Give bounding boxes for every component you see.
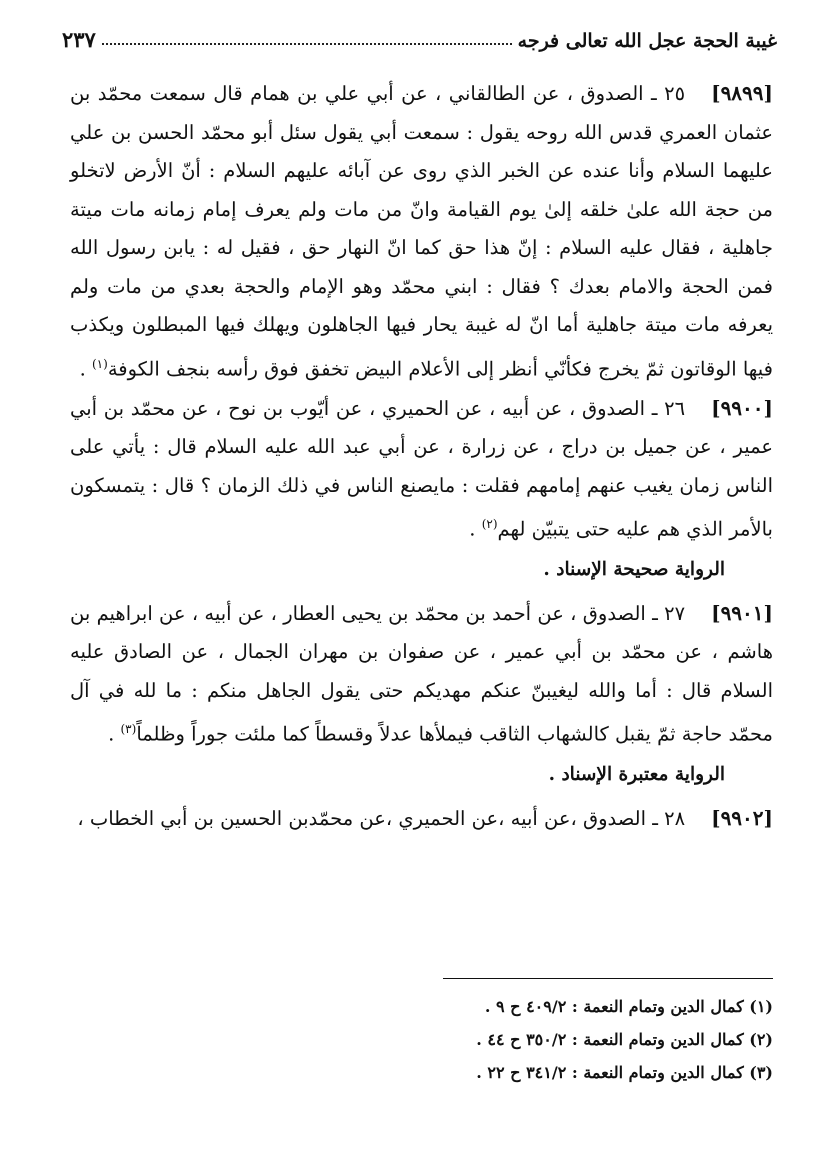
narration-9902 xyxy=(70,799,773,839)
chain-grading-note: الرواية صحيحة الإسناد . xyxy=(543,559,725,580)
narration-text: ٢٨ ـ الصدوق ،عن أبيه ،عن الحميري ،عن محمّدبن الحسين بن أبي الخطاب ، xyxy=(77,806,686,830)
header-row xyxy=(62,27,777,52)
main-text xyxy=(70,74,773,838)
narration-ref: [٩٩٠٢] xyxy=(711,805,773,830)
footnote-marker: (٢) xyxy=(481,517,498,531)
narration-ref: [٩٩٠١] xyxy=(711,600,773,625)
footnote-2: (٢) كمال الدين وتمام النعمة : ٣٥٠/٢ ح ٤٤ . xyxy=(476,1030,773,1049)
page-number: ٢٣٧ xyxy=(62,27,96,52)
narration-ref: [٩٩٠٠] xyxy=(711,395,773,420)
running-header xyxy=(62,18,777,52)
header-title: غيبة الحجة عجل الله تعالى فرجه xyxy=(517,30,777,52)
narration-text: ٢٧ ـ الصدوق ، عن أحمد بن محمّد بن يحيى العطار ، عن أبيه ، عن ابراهيم بن هاشم ، عن محمّد بن أبي عمير ، عن صفوان بن مهران الجمال ، عن الصادق عليه السلام قال : أما والله ليغيبنّ عنكم مهديكم حتى يقول الجاهل منكم : ما لله في آل محمّد حاجة ثمّ يقبل كالشهاب الثاقب فيملأها عدلاً وقسطاً كما ملئت جوراً وظلماً xyxy=(70,601,773,746)
footnote-marker: (١) xyxy=(91,356,108,371)
narration-9901: [٩٩٠١]٢٧ ـ الصدوق ، عن أحمد بن محمّد بن يحيى العطار ، عن أبيه ، عن ابراهيم بن هاشم ، عن محمّد بن أبي عمير ، عن صفوان بن مهران الجمال ، عن الصادق عليه السلام قال : أما والله ليغيبنّ عنكم مهديكم حتى يقول الجاهل منكم : ما لله في آل محمّد حاجة ثمّ يقبل كالشهاب الثاقب فيملأها عدلاً وقسطاً كما ملئت جوراً وظلماً$^{(٣)}$ . xyxy=(70,600,773,746)
footnote-3: (٣) كمال الدين وتمام النعمة : ٣٤١/٢ ح ٢٢ . xyxy=(476,1063,773,1082)
narration-9899: [٩٨٩٩]٢٥ ـ الصدوق ، عن الطالقاني ، عن أبي علي بن همام قال سمعت محمّد بن عثمان العمري قدس الله روحه يقول : سمعت أبي يقول سئل أبو محمّد الحسن بن علي عليهما السلام وأنا عنده عن الخبر الذي روى عن آبائه عليهم السلام : أنّ الأرض لاتخلو من حجة الله علىٰ خلقه إلىٰ يوم القيامة وانّ من مات ولم يعرف إمام زمانه مات ميتة جاهلية ، فقال عليه السلام : إنّ هذا حق كما انّ النهار حق ، فقيل له : يابن رسول الله فمن الحجة والامام بعدك ؟ فقال : ابني محمّد وهو الإمام والحجة بعدي من مات ولم يعرفه مات ميتة جاهلية أما انّ له غيبة يحار فيها الجاهلون ويهلك فيها المبطلون ويكذب فيها الوقاتون ثمّ يخرج فكأنّي أنظر إلى الأعلام البيض تخفق فوق رأسه بنجف الكوفة$^{(١)}$ . xyxy=(70,81,773,380)
footnote-1: (١) كمال الدين وتمام النعمة : ٤٠٩/٢ ح ٩ . xyxy=(484,997,773,1016)
narration-text: ٢٦ ـ الصدوق ، عن أبيه ، عن الحميري ، عن أيّوب بن نوح ، عن محمّد بن أبي عمير ، عن جميل بن دراج ، عن زرارة ، عن أبي عبد الله عليه السلام قال : يأتي على الناس زمان يغيب عنهم إمامهم فقلت : مايصنع الناس في ذلك الزمان ؟ قال : يتمسكون بالأمر الذي هم عليه حتى يتبيّن لهم xyxy=(70,396,773,541)
footnote-marker: (٣) xyxy=(120,722,137,736)
header-leader-dots xyxy=(102,42,512,45)
narration-ref: [٩٨٩٩] xyxy=(711,81,773,105)
narration-text: ٢٥ ـ الصدوق ، عن الطالقاني ، عن أبي علي بن همام قال سمعت محمّد بن عثمان العمري قدس الله روحه يقول : سمعت أبي يقول سئل أبو محمّد الحسن بن علي عليهما السلام وأنا عنده عن الخبر الذي روى عن آبائه عليهم السلام : أنّ الأرض لاتخلو من حجة الله علىٰ خلقه إلىٰ يوم القيامة وانّ من مات ولم يعرف إمام زمانه مات ميتة جاهلية ، فقال عليه السلام : إنّ هذا حق كما انّ النهار حق ، فقيل له : يابن رسول الله فمن الحجة والامام بعدك ؟ فقال : ابني محمّد وهو الإمام والحجة بعدي من مات ولم يعرفه مات ميتة جاهلية أما انّ له غيبة يحار فيها الجاهلون ويهلك فيها المبطلون ويكذب فيها الوقاتون ثمّ يخرج فكأنّي أنظر إلى الأعلام البيض تخفق فوق رأسه بنجف الكوفة xyxy=(70,82,773,380)
narration-9900: [٩٩٠٠]٢٦ ـ الصدوق ، عن أبيه ، عن الحميري ، عن أيّوب بن نوح ، عن محمّد بن أبي عمير ، عن جميل بن دراج ، عن زرارة ، عن أبي عبد الله عليه السلام قال : يأتي على الناس زمان يغيب عنهم إمامهم فقلت : مايصنع الناس في ذلك الزمان ؟ قال : يتمسكون بالأمر الذي هم عليه حتى يتبيّن لهم$^{(٢)}$ . xyxy=(70,395,773,541)
footnotes xyxy=(373,990,773,1089)
chain-grading-note: الرواية معتبرة الإسناد . xyxy=(548,764,725,785)
footnote-separator xyxy=(443,978,773,979)
